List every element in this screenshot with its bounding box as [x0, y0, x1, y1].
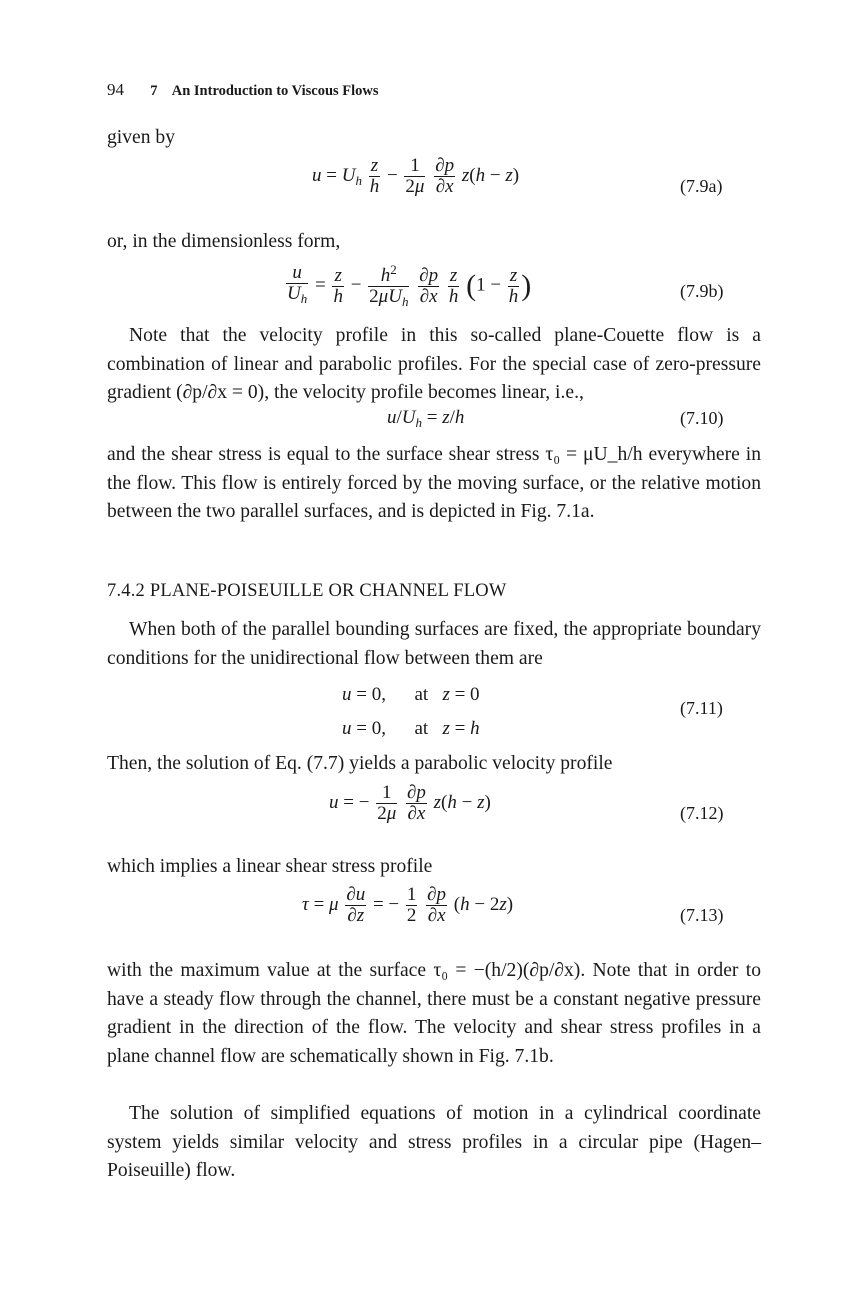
equation-7-9a: $u = U_h$ $\frac{z}{h}$ − $\frac{1}{2\mu}$ $\frac{\partial p}{\partial x}$ z(h − z) — [312, 155, 520, 197]
equation-7-12: u = − $\frac{1}{2\mu}$ $\frac{\partial p}{\partial x}$ z(h − z) — [329, 782, 491, 824]
dimensionless-text: or, in the dimensionless form, — [107, 231, 341, 252]
equation-7-13: τ = μ $\frac{\partial u}{\partial z}$ = − $\frac{1}{2}$ $\frac{\partial p}{\partial x}$ (h − 2z) — [302, 884, 514, 926]
page-number: 94 — [107, 80, 124, 99]
solution-paragraph: The solution of simplified equations of motion in a cylindrical coordinate system yields similar velocity and stress profiles in a circular pipe (Hagen–Poiseuille) flow. — [107, 1103, 761, 1182]
chapter-number: 7 — [150, 83, 158, 99]
equation-number: (7.9a) — [680, 176, 723, 196]
equation-7-11: u = 0, at z = 0 u = 0, at z = h — [342, 684, 480, 739]
equation-number: (7.9b) — [680, 281, 724, 301]
running-header — [107, 80, 379, 100]
shear-paragraph: and the shear stress is equal to the surface shear stress τ₀ = μU_h/h everywhere in the flow. This flow is entirely forced by the moving surface, or the relative motion between the two parallel surfaces, and is depicted in Fig. 7.1a. — [107, 444, 761, 523]
given-by-text: given by — [107, 127, 176, 148]
note-paragraph: Note that the velocity profile in this so-called plane-Couette flow is a combination of linear and parabolic profiles. For the special case of zero-pressure gradient (∂p/∂x = 0), the velocity profile becomes linear, i.e., — [107, 325, 761, 404]
equation-number: (7.12) — [680, 803, 724, 823]
then-paragraph: Then, the solution of Eq. (7.7) yields a parabolic velocity profile — [107, 753, 613, 774]
equation-number: (7.11) — [680, 698, 723, 718]
boundary-paragraph: When both of the parallel bounding surfaces are fixed, the appropriate boundary conditions for the unidirectional flow between them are — [107, 619, 761, 669]
equation-7-10: $u/U_h = z/h$ — [387, 407, 465, 430]
chapter-title: An Introduction to Viscous Flows — [171, 83, 379, 99]
equation-number: (7.13) — [680, 905, 724, 925]
equation-7-9b: $\frac{u}{U_h}$ = $\frac{z}{h}$ − $\frac{h^2}{2\mu U_h}$ $\frac{\partial p}{\partial x}$ $\frac{z}{h}$ (1 − $\frac{z}{h}$ ) — [284, 260, 531, 312]
section-heading: 7.4.2 PLANE-POISEUILLE OR CHANNEL FLOW — [107, 581, 507, 601]
equation-number: (7.10) — [680, 408, 724, 428]
maximum-paragraph: with the maximum value at the surface τ₀ = −(h/2)(∂p/∂x). Note that in order to have a steady flow through the channel, there must be a constant negative pressure gradient in the direction of the flow. The velocity and shear stress profiles in a plane channel flow are schematically shown in Fig. 7.1b. — [107, 960, 761, 1067]
implies-paragraph: which implies a linear shear stress profile — [107, 856, 433, 877]
